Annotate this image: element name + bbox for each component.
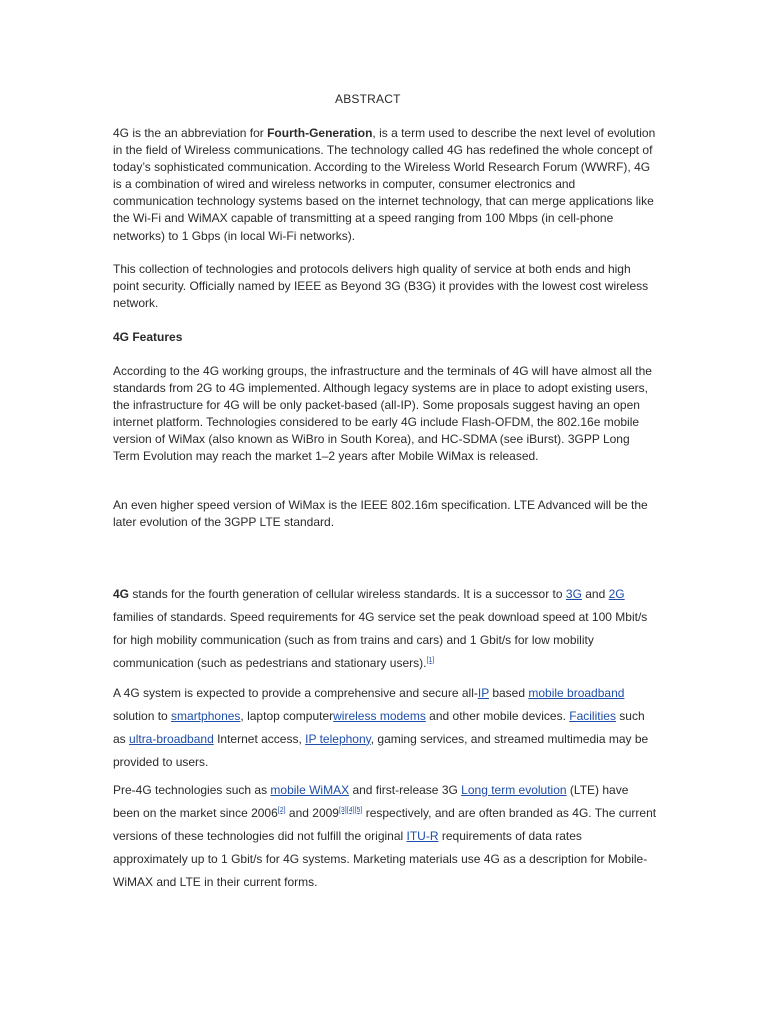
link-long-term-evolution[interactable]: Long term evolution: [461, 783, 567, 797]
link-itu-r[interactable]: ITU-R: [406, 828, 439, 843]
text: families of standards. Speed requirements for 4G service set the peak download speed at 100 Mbit/s for high mobility communication (such as from trains and cars) and 1 Gbit/s for low mobility communication (such as pedestrians and stationary users).: [113, 609, 648, 670]
reference-link[interactable]: [4]: [346, 806, 355, 814]
features-paragraph-1: According to the 4G working groups, the infrastructure and the terminals of 4G will have almost all the standards from 2G to 4G implemented. Although legacy systems are in place to adopt existing users, the infrastructure for 4G will be only packet-based (all-IP). Some proposals suggest having an open internet platform. Technologies considered to be early 4G include Flash-OFDM, the 802.16e mobile version of WiMax (also known as WiBro in South Korea), and HC-SDMA (see iBurst). 3GPP Long Term Evolution may reach the market 1–2 years after Mobile WiMax is released.: [113, 364, 652, 464]
text: based: [488, 686, 529, 700]
bold-term: Fourth-Generation: [267, 126, 373, 140]
reference-link[interactable]: [2]: [277, 806, 286, 814]
link-2g[interactable]: 2G: [608, 587, 625, 601]
abstract-paragraph-1: [113, 125, 658, 245]
text: , laptop computer: [240, 708, 334, 723]
reference-link[interactable]: [1]: [426, 656, 435, 664]
text: respectively, and are often branded as 4G. The current versions of these technologies did not fulfill the original: [113, 805, 657, 843]
section-heading-4g-features: 4G Features: [113, 330, 183, 344]
page-title: ABSTRACT: [335, 92, 401, 106]
bold-term: 4G: [113, 587, 130, 601]
text: and other mobile devices.: [425, 708, 570, 723]
features-paragraph-2: An even higher speed version of WiMax is the IEEE 802.16m specification. LTE Advanced will be the later evolution of the 3GPP LTE standard.: [113, 498, 648, 530]
link-ultra-broadband[interactable]: ultra-broadband: [129, 731, 214, 746]
wiki-paragraph-1: [113, 583, 658, 675]
wiki-paragraph-2: [113, 682, 658, 774]
wiki-paragraph-3: [113, 779, 658, 894]
text: Pre-4G technologies such as: [113, 783, 271, 797]
text: and 2009: [285, 805, 339, 820]
text: solution to: [113, 708, 172, 723]
text: such as: [113, 708, 645, 746]
text: (LTE) have been on the market since 2006: [113, 783, 629, 820]
text: A 4G system is expected to provide a comprehensive and secure all-: [113, 686, 478, 700]
abstract-paragraph-2: This collection of technologies and protocols delivers high quality of service at both ends and high point security. Officially named by IEEE as Beyond 3G (B3G) it provides with the lowest cost wireless network.: [113, 262, 649, 311]
link-wireless-modems[interactable]: wireless modems: [333, 708, 426, 723]
text: , gaming services, and streamed multimedia may be provided to users.: [113, 731, 649, 769]
text: and first-release 3G: [349, 783, 462, 797]
link-ip-telephony[interactable]: IP telephony: [305, 731, 371, 746]
link-facilities[interactable]: Facilities: [569, 708, 616, 723]
text: stands for the fourth generation of cellular wireless standards. It is a successor to: [129, 587, 566, 601]
text: 4G is the an abbreviation for: [113, 126, 268, 140]
link-3g[interactable]: 3G: [565, 587, 582, 601]
text: requirements of data rates approximately up to 1 Gbit/s for 4G systems. Marketing materials use 4G as a description for Mobile-WiMAX and LTE in their current forms.: [113, 828, 648, 889]
reference-link[interactable]: [3]: [338, 806, 347, 814]
link-ip[interactable]: IP: [477, 686, 489, 700]
link-mobile-broadband[interactable]: mobile broadband: [528, 686, 625, 700]
link-smartphones[interactable]: smartphones: [171, 708, 241, 723]
link-mobile-wimax[interactable]: mobile WiMAX: [270, 783, 350, 797]
reference-link[interactable]: [5]: [354, 806, 363, 814]
text: and: [581, 587, 609, 601]
text: , is a term used to describe the next level of evolution in the field of Wireless communications. The technology called 4G has redefined the whole concept of today’s sophisticated communication. According to the Wireless World Research Forum (WWRF), 4G is a combination of wired and wireless networks in computer, consumer electronics and communication technology systems based on the internet technology, that can merge applications like the Wi-Fi and WiMAX capable of transmitting at a speed ranging from 100 Mbps (in cell-phone networks) to 1 Gbps (in local Wi-Fi networks).: [113, 126, 656, 243]
text: Internet access,: [213, 731, 306, 746]
